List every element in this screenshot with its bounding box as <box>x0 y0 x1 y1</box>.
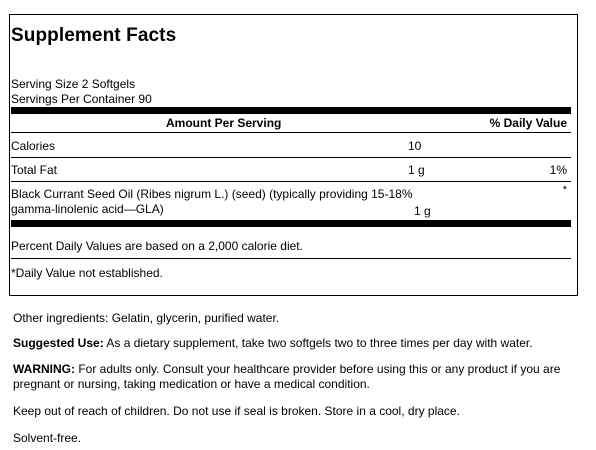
footnote-daily-values: Percent Daily Values are based on a 2,000 calorie diet. <box>11 239 303 253</box>
thick-divider-bottom <box>11 220 571 227</box>
row-daily-value: 1% <box>549 163 567 177</box>
warning <box>13 362 583 392</box>
divider <box>11 157 571 158</box>
storage-instructions: Keep out of reach of children. Do not use if seal is broken. Store in a cool, dry place. <box>13 404 460 418</box>
row-amount: 1 g <box>414 204 431 218</box>
suggested-use <box>13 336 583 351</box>
servings-per-container: Servings Per Container 90 <box>11 92 152 106</box>
divider <box>11 132 571 133</box>
header-amount-per-serving: Amount Per Serving <box>166 116 282 130</box>
warning-label: WARNING: <box>13 362 75 376</box>
row-amount: 1 g <box>408 163 425 177</box>
row-name: Calories <box>11 139 56 153</box>
header-daily-value: % Daily Value <box>489 116 567 130</box>
supplement-facts-panel <box>9 14 578 296</box>
row-name: Total Fat <box>11 163 58 177</box>
suggested-use-label: Suggested Use: <box>13 336 104 350</box>
row-name: Black Currant Seed Oil (Ribes nigrum L.) (seed) (typically providing 15-18% gamma-linolenic acid—GLA) <box>11 187 413 216</box>
suggested-use-text: As a dietary supplement, take two softgels two to three times per day with water. <box>103 336 533 350</box>
thick-divider-top <box>11 107 571 114</box>
row-amount: 10 <box>408 139 422 153</box>
divider <box>11 181 571 182</box>
serving-size: Serving Size 2 Softgels <box>11 77 136 91</box>
footnote-not-established: *Daily Value not established. <box>11 266 163 280</box>
solvent-free-note: Solvent-free. <box>13 431 82 445</box>
other-ingredients: Other ingredients: Gelatin, glycerin, purified water. <box>13 311 280 325</box>
warning-text: For adults only. Consult your healthcare provider before using this or any product if you are pregnant or nursing, taking medication or have a medical condition. <box>13 362 561 391</box>
table-header <box>11 116 571 130</box>
panel-title: Supplement Facts <box>11 25 177 46</box>
divider <box>11 258 571 259</box>
row-daily-value: * <box>562 184 567 196</box>
